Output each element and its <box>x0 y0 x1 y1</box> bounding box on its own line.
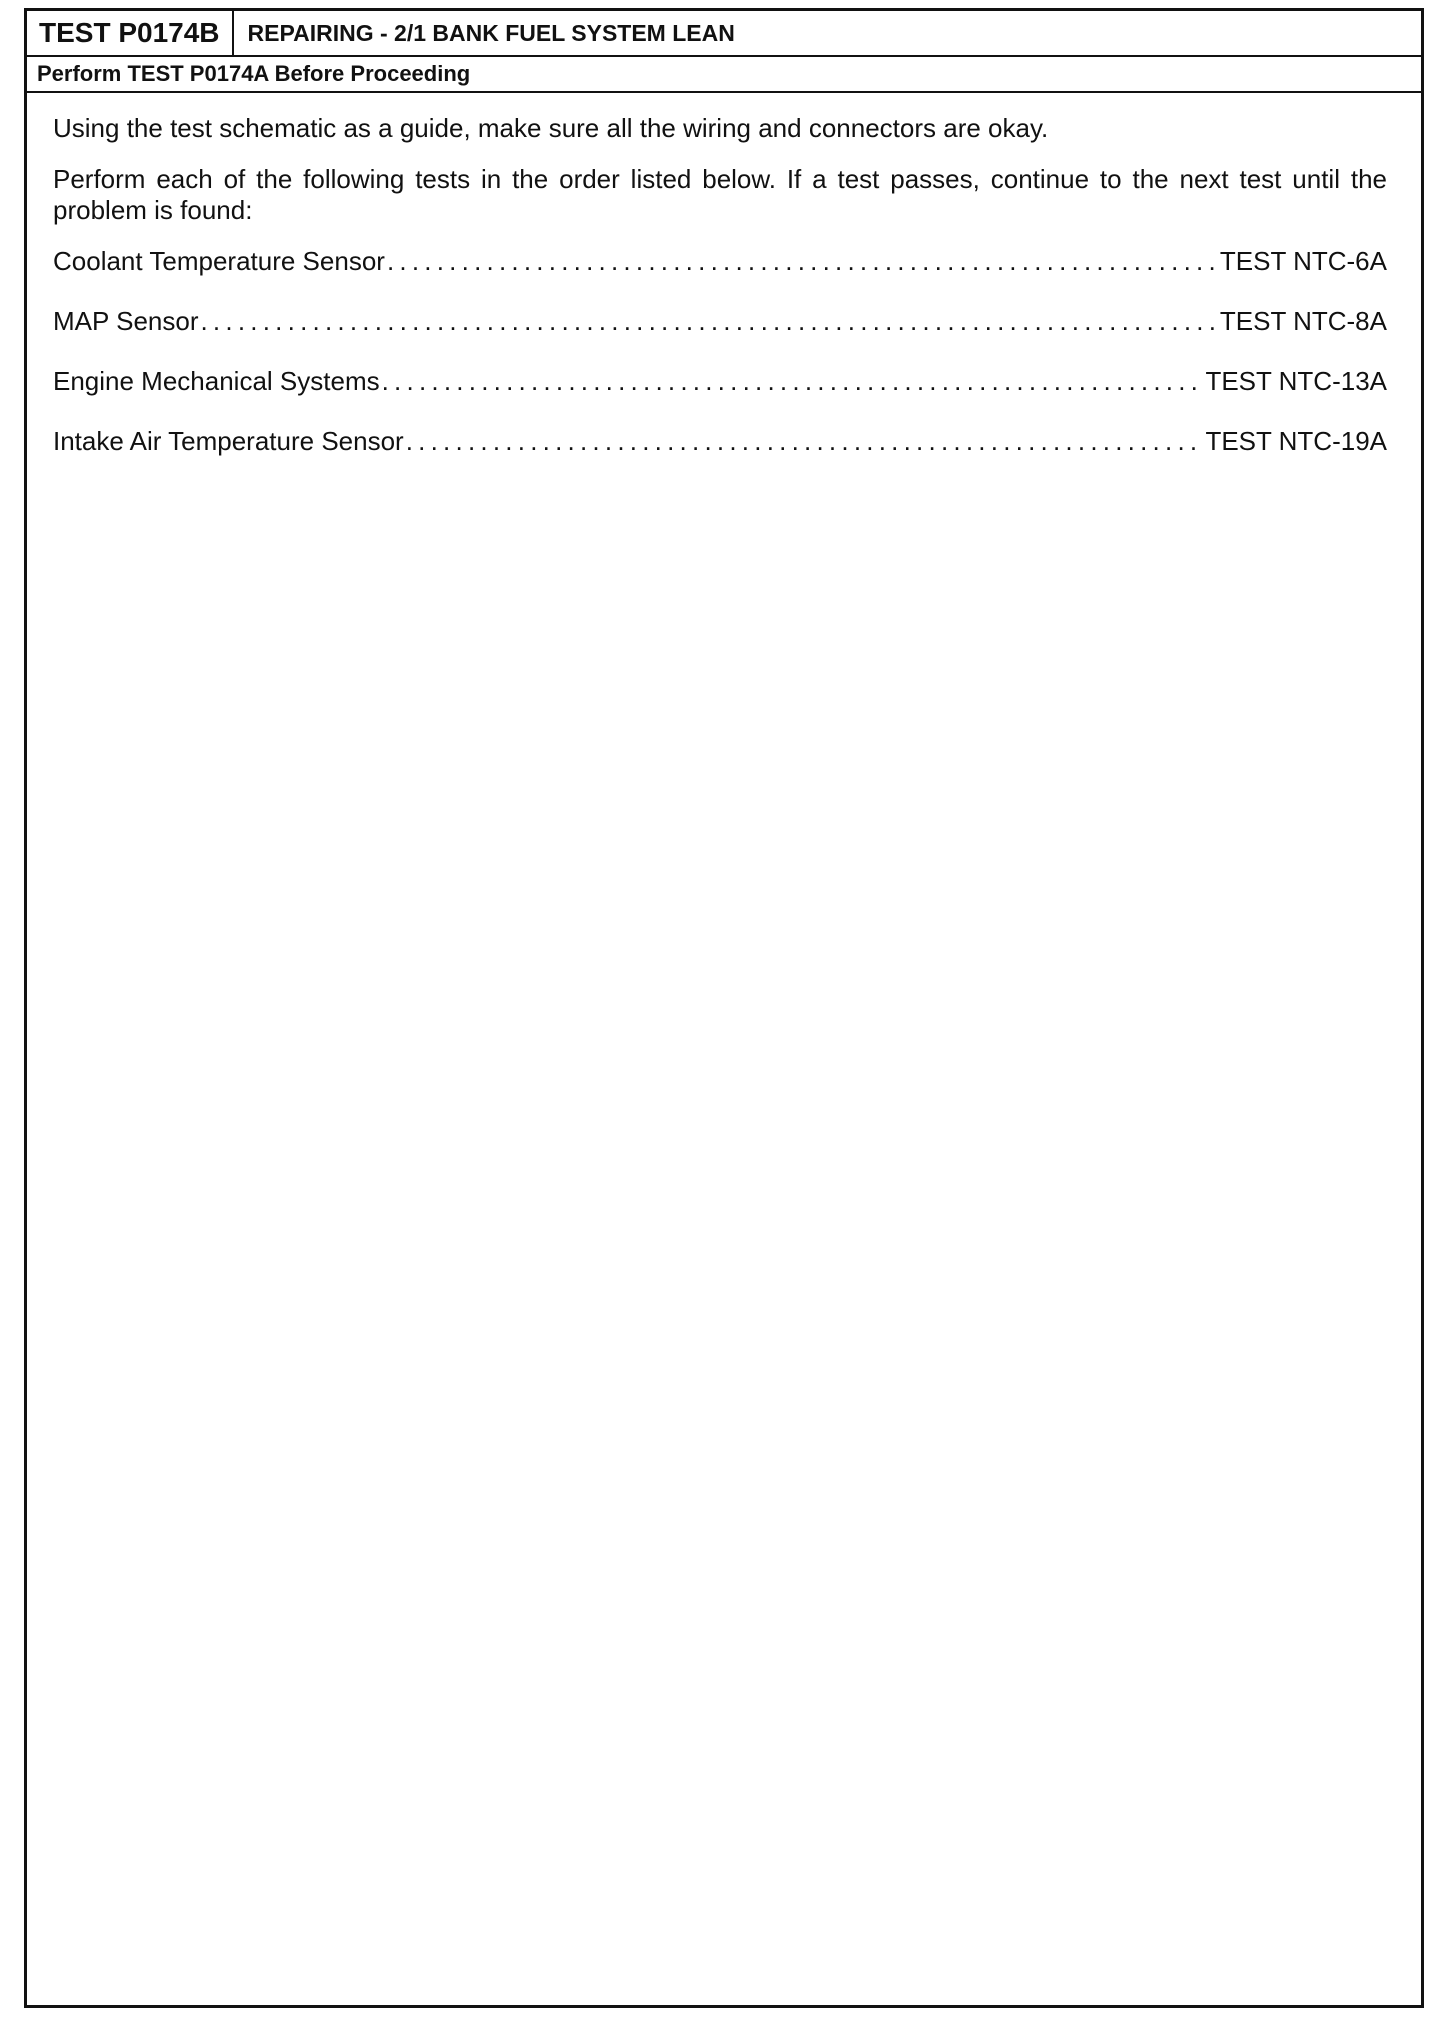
test-list-item <box>53 366 1387 426</box>
test-list-item <box>53 306 1387 366</box>
test-label: MAP Sensor <box>53 306 199 336</box>
test-procedure-frame <box>24 8 1424 2008</box>
test-title: REPAIRING - 2/1 BANK FUEL SYSTEM LEAN <box>247 19 735 46</box>
dot-leader <box>200 306 1217 337</box>
test-reference: TEST NTC-6A <box>1219 246 1387 276</box>
test-reference: TEST NTC-19A <box>1205 426 1387 456</box>
test-list-item <box>53 426 1387 486</box>
test-list <box>53 246 1387 486</box>
test-list-item <box>53 246 1387 306</box>
test-label: Coolant Temperature Sensor <box>53 246 385 276</box>
dot-leader <box>406 426 1204 457</box>
instruction-paragraph-1: Using the test schematic as a guide, make sure all the wiring and connectors are okay. <box>53 113 1049 143</box>
test-id: TEST P0174B <box>27 11 234 55</box>
procedure-content <box>27 93 1421 486</box>
test-label: Intake Air Temperature Sensor <box>53 426 404 456</box>
test-label: Engine Mechanical Systems <box>53 366 380 396</box>
instruction-paragraph-2: Perform each of the following tests in the order listed below. If a test passes, continue to the next test until the problem is found: <box>53 164 1387 225</box>
test-reference: TEST NTC-13A <box>1205 366 1387 396</box>
prerequisite-note: Perform TEST P0174A Before Proceeding <box>27 57 1421 93</box>
dot-leader <box>382 366 1204 397</box>
header-row <box>27 11 1421 57</box>
test-reference: TEST NTC-8A <box>1219 306 1387 336</box>
dot-leader <box>387 246 1218 277</box>
